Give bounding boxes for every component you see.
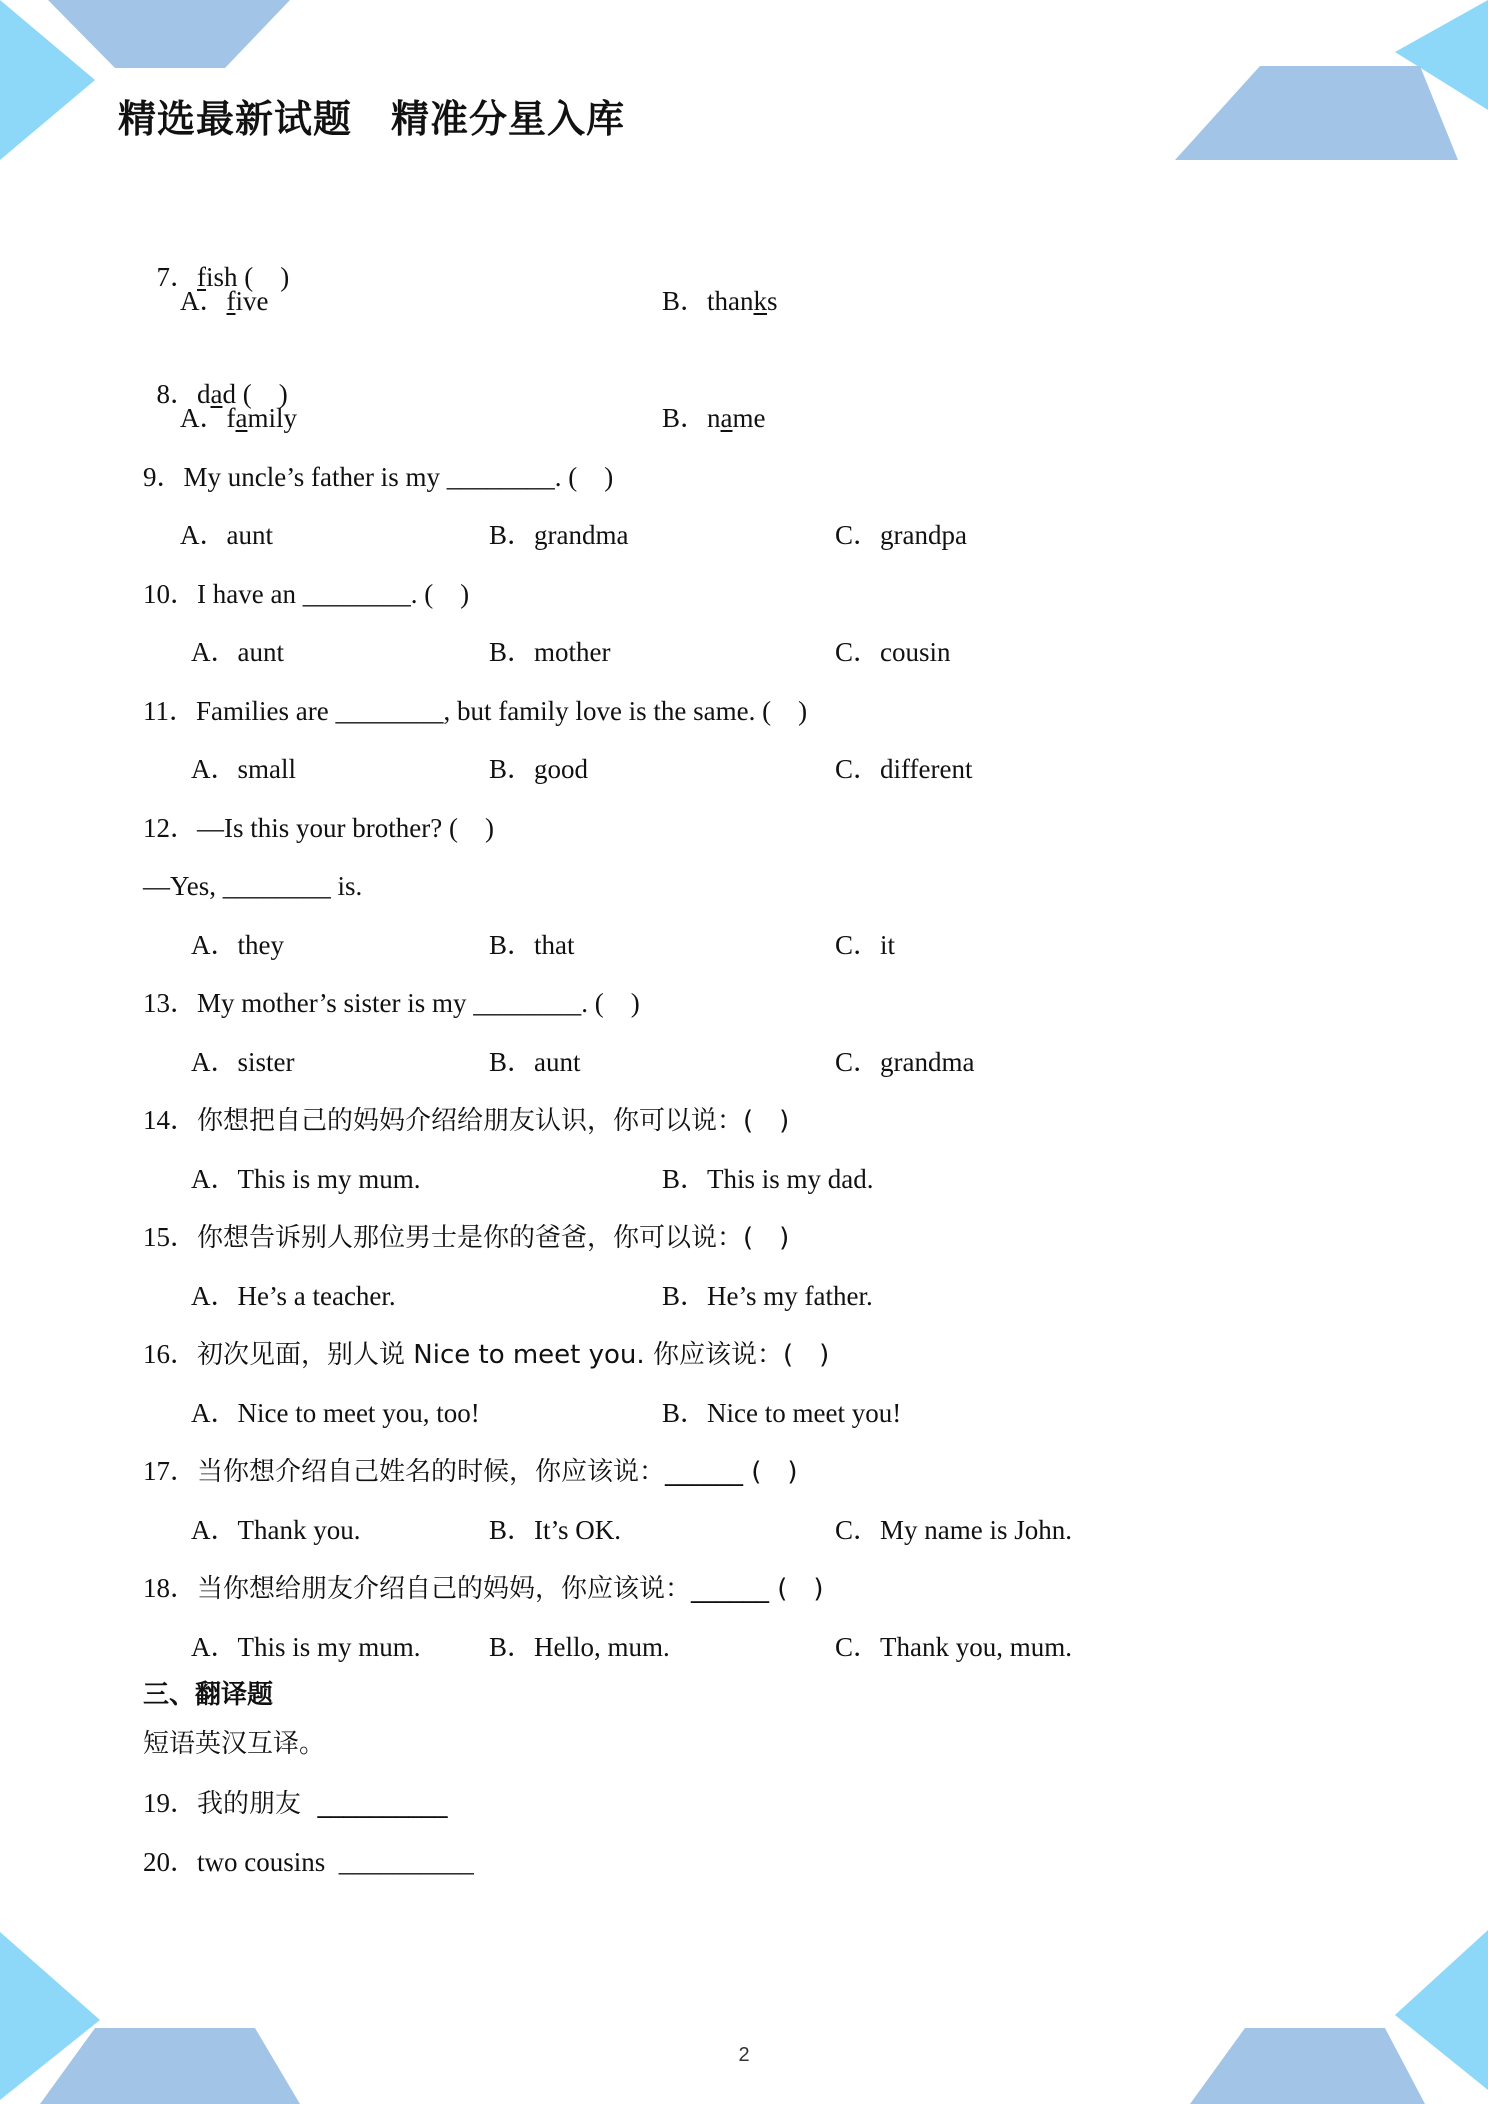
question-13: 13．My mother’s sister is my ________. ( ) (143, 988, 640, 1018)
option-c: C．grandpa (835, 520, 967, 550)
option-b: B．It’s OK. (489, 1515, 622, 1545)
option-a: A．they (191, 930, 284, 960)
question-number: 7． (156, 262, 197, 292)
underlined-letter: a (210, 379, 223, 409)
question-10: 10．I have an ________. ( ) (143, 579, 470, 609)
underlined-letter: f (197, 262, 206, 292)
option-a: A．sister (191, 1047, 295, 1077)
option-c: C．different (835, 754, 973, 784)
question-8: 8．dad ( ) (156, 379, 288, 409)
question-18: 18．当你想给朋友介绍自己的妈妈，你应该说：______ ( ) (143, 1573, 824, 1604)
question-17: 17．当你想介绍自己姓名的时候，你应该说：______ ( ) (143, 1456, 798, 1487)
option-b: B．Nice to meet you! (662, 1398, 902, 1428)
section-title: 三、翻译题 (143, 1680, 274, 1710)
option-a: A．small (191, 754, 296, 784)
option-b: B．This is my dad. (662, 1164, 874, 1194)
top-left-decoration (0, 0, 300, 170)
question-12-reply: —Yes, ________ is. (143, 871, 363, 901)
option-b: B．good (489, 754, 589, 784)
option-a: A．This is my mum. (191, 1632, 421, 1662)
option-c: C．it (835, 930, 896, 960)
question-20: 20．two cousins __________ (143, 1847, 474, 1877)
page-number: 2 (738, 2044, 750, 2066)
option-a: A．aunt (180, 520, 273, 550)
bottom-left-decoration (0, 1930, 330, 2104)
question-11: 11．Families are ________, but family love is the same. ( ) (143, 696, 808, 726)
option-b: B．mother (489, 637, 611, 667)
option-a: A．five (180, 286, 269, 316)
question-15: 15．你想告诉别人那位男士是你的爸爸，你可以说：( ) (143, 1222, 790, 1253)
option-c: C．Thank you, mum. (835, 1632, 1072, 1662)
option-b: B．that (489, 930, 575, 960)
question-9: 9．My uncle’s father is my ________. ( ) (143, 462, 614, 492)
section-instruction: 短语英汉互译。 (143, 1729, 326, 1759)
option-a: A．aunt (191, 637, 284, 667)
question-16: 16．初次见面，别人说 Nice to meet you. 你应该说：( ) (143, 1339, 830, 1370)
option-c: C．grandma (835, 1047, 975, 1077)
option-a: A．He’s a teacher. (191, 1281, 396, 1311)
header-title: 精选最新试题 精准分星入库 (118, 97, 626, 141)
option-b: B．name (662, 403, 766, 433)
option-a: A．Nice to meet you, too! (191, 1398, 480, 1428)
option-b: B．thanks (662, 286, 778, 316)
option-b: B．He’s my father. (662, 1281, 873, 1311)
option-a: A．family (180, 403, 297, 433)
option-c: C．My name is John. (835, 1515, 1073, 1545)
question-7: 7．fish ( ) (156, 262, 290, 292)
bottom-right-decoration (1190, 1930, 1488, 2104)
question-14: 14．你想把自己的妈妈介绍给朋友认识，你可以说：( ) (143, 1105, 790, 1136)
question-12: 12．—Is this your brother? ( ) (143, 813, 494, 843)
option-a: A．This is my mum. (191, 1164, 421, 1194)
question-number: 8． (156, 379, 197, 409)
option-a: A．Thank you. (191, 1515, 361, 1545)
option-b: B．Hello, mum. (489, 1632, 670, 1662)
option-c: C．cousin (835, 637, 951, 667)
top-right-decoration (1170, 0, 1488, 170)
option-b: B．aunt (489, 1047, 581, 1077)
question-19: 19．我的朋友 __________ (143, 1788, 448, 1819)
option-b: B．grandma (489, 520, 629, 550)
